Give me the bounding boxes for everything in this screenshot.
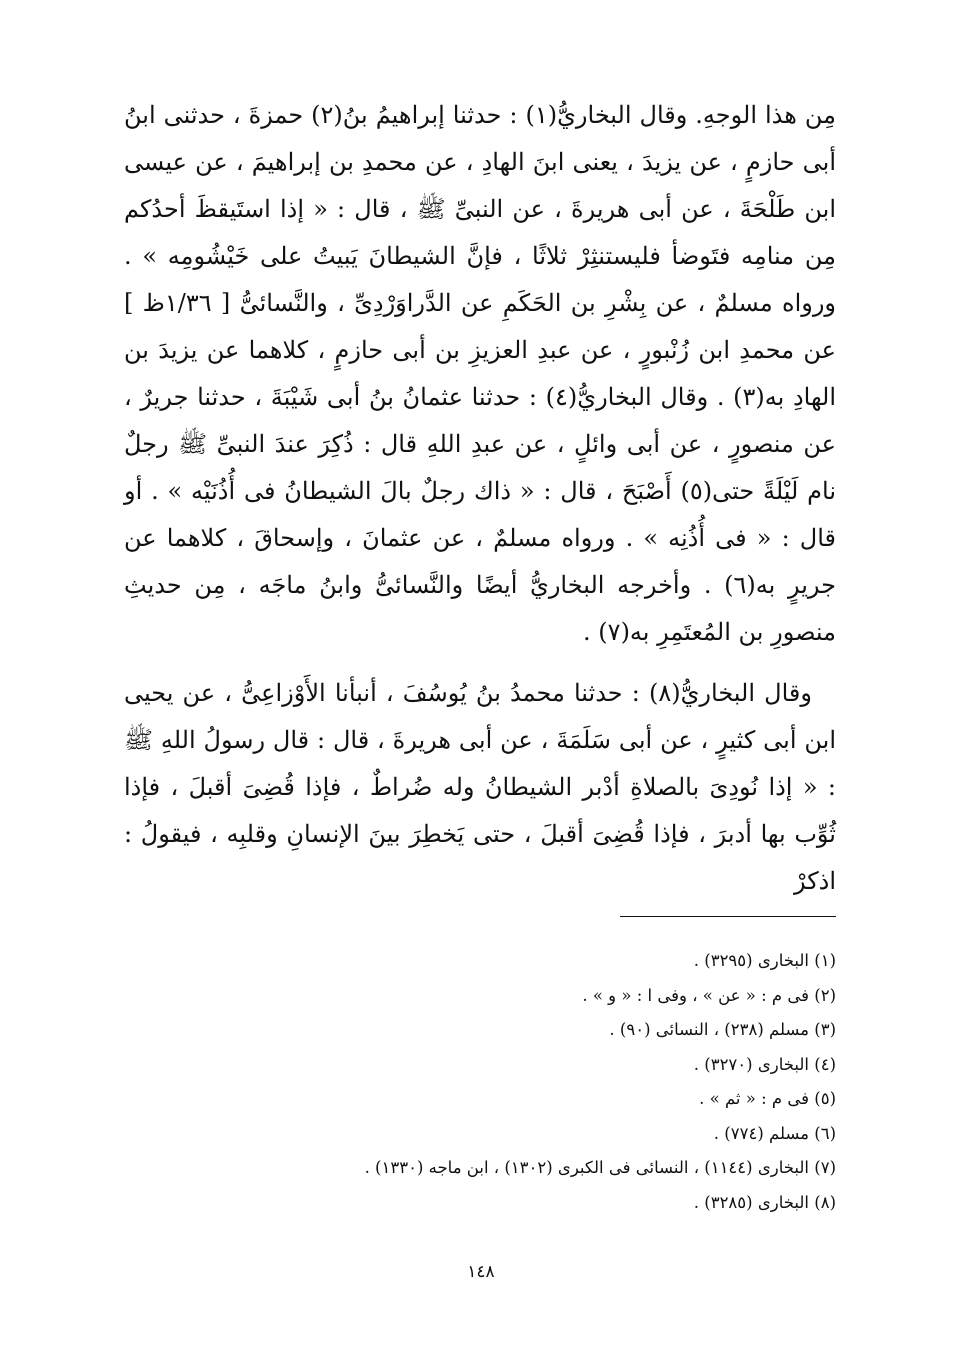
footnote-8: (٨) البخارى (٣٢٨٥) . (693, 1192, 836, 1212)
footnote-5: (٥) فى م : « ثم » . (699, 1089, 836, 1108)
paragraph-2: وقال البخاريُّ(٨) : حدثنا محمدُ بنُ يُوسُفَ ، أنبأنا الأَوْزاعِىُّ ، عن يحيى ابن أبى كثيرٍ ، عن أبى سَلَمَةَ ، عن أبى هريرةَ ، قال : قال رسولُ اللهِ ﷺ : « إذا نُودِىَ بالصلاةِ أدْبر الشيطانُ وله ضُراطٌ ، فإذا قُضِىَ أقبلَ ، فإذا ثُوِّب بها أدبرَ ، فإذا قُضِىَ أقبلَ ، حتى يَخطِرَ بينَ الإنسانِ وقلبِه ، فيقولُ : اذكرْ (124, 679, 836, 895)
footnote-3: (٣) مسلم (٢٣٨) ، النسائى (٩٠) . (609, 1020, 836, 1039)
footnote-7: (٧) البخارى (١١٤٤) ، النسائى فى الكبرى (١٣٠٢) ، ابن ماجه (١٣٣٠) . (364, 1158, 836, 1177)
main-text (124, 92, 836, 905)
footnote-4: (٤) البخارى (٣٢٧٠) . (693, 1054, 836, 1074)
footnote-2: (٢) فى م : « عن » ، وفى ا : « و » . (582, 985, 836, 1005)
footnote-6: (٦) مسلم (٧٧٤) . (713, 1123, 836, 1143)
footnotes-list (124, 944, 836, 1220)
footnote-separator (620, 916, 836, 917)
footnote-1: (١) البخارى (٣٢٩٥) . (693, 951, 836, 970)
paragraph-1: مِن هذا الوجهِ. وقال البخاريُّ(١) : حدثنا إبراهيمُ بنُ(٢) حمزةَ ، حدثنى ابنُ أبى حازمٍ ، عن يزيدَ ، يعنى ابنَ الهادِ ، عن محمدِ بن إبراهيمَ ، عن عيسى ابن طَلْحَةَ ، عن أبى هريرةَ ، عن النبىِّ ﷺ ، قال : « إذا استَيقظَ أحدُكم مِن منامِه فتَوضأ فليستنثِرْ ثلاثًا ، فإنَّ الشيطانَ يَبيتُ على خَيْشُومِه » . ورواه مسلمٌ ، عن بِشْرِ بن الحَكَمِ عن الدَّراوَرْدِىِّ ، والنَّسائىُّ [ ١/٣٦ظ ] عن محمدِ ابن زُنْبورٍ ، عن عبدِ العزيزِ بن أبى حازمٍ ، كلاهما عن يزيدَ بن الهادِ به(٣) . وقال البخاريُّ(٤) : حدثنا عثمانُ بنُ أبى شَيْبَةَ ، حدثنا جريرٌ ، عن منصورٍ ، عن أبى وائلٍ ، عن عبدِ اللهِ قال : ذُكِرَ عندَ النبىِّ ﷺ رجلٌ نام لَيْلَةً حتى(٥) أَصْبَحَ ، قال : « ذاك رجلٌ بالَ الشيطانُ فى أُذُنَيْه » . أو قال : « فى أُذُنِه » . ورواه مسلمٌ ، عن عثمانَ ، وإسحاقَ ، كلاهما عن جريرٍ به(٦) . وأخرجه البخاريُّ أيضًا والنَّسائىُّ وابنُ ماجَه ، مِن حديثِ منصورِ بن المُعتَمِرِ به(٧) . (124, 101, 837, 646)
page-number: ١٤٨ (467, 1262, 495, 1282)
